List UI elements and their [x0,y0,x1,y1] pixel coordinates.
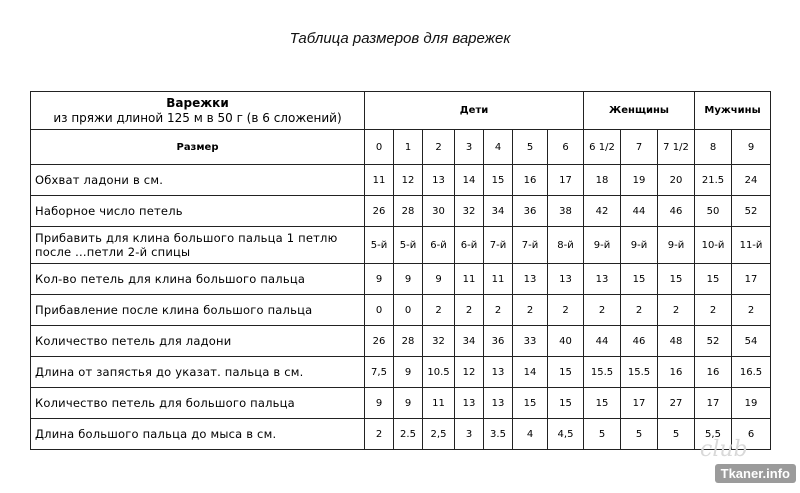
size-cell: 2 [423,130,455,165]
size-cell: 6 1/2 [584,130,621,165]
table-cell: 10-й [695,227,732,264]
table-cell: 34 [455,326,484,357]
table-cell: 19 [621,165,658,196]
table-cell: 2 [365,419,394,450]
table-cell: 42 [584,196,621,227]
row-label: Прибавить для клина большого пальца 1 петлю после ...петли 2-й спицы [31,227,365,264]
row-label: Кол-во петель для клина большого пальца [31,264,365,295]
table-cell: 44 [621,196,658,227]
table-cell: 54 [732,326,771,357]
table-cell: 2 [621,295,658,326]
table-cell: 4 [513,419,548,450]
table-cell: 52 [695,326,732,357]
table-cell: 13 [484,357,513,388]
table-cell: 15.5 [584,357,621,388]
table-cell: 13 [584,264,621,295]
row-label: Количество петель для большого пальца [31,388,365,419]
table-cell: 16 [658,357,695,388]
table-cell: 13 [484,388,513,419]
table-cell: 9 [365,388,394,419]
table-cell: 48 [658,326,695,357]
table-cell: 6-й [423,227,455,264]
table-cell: 36 [484,326,513,357]
table-cell: 2 [695,295,732,326]
table-cell: 15 [548,357,584,388]
table-cell: 34 [484,196,513,227]
group-women: Женщины [584,92,695,130]
table-cell: 5-й [394,227,423,264]
table-row [31,295,771,326]
table-cell: 15 [695,264,732,295]
row-label: Длина большого пальца до мыса в см. [31,419,365,450]
table-cell: 32 [455,196,484,227]
table-row [31,357,771,388]
row-label: Количество петель для ладони [31,326,365,357]
size-cell: 7 1/2 [658,130,695,165]
table-cell: 15 [584,388,621,419]
table-cell: 15 [484,165,513,196]
table-cell: 15 [548,388,584,419]
table-cell: 6-й [455,227,484,264]
table-cell: 27 [658,388,695,419]
table-cell: 14 [455,165,484,196]
table-cell: 13 [423,165,455,196]
row-label: Длина от запястья до указат. пальца в см. [31,357,365,388]
group-men: Мужчины [695,92,771,130]
table-cell: 9 [394,388,423,419]
table-cell: 9-й [658,227,695,264]
table-cell: 18 [584,165,621,196]
table-cell: 9 [365,264,394,295]
size-cell: 3 [455,130,484,165]
table-cell: 40 [548,326,584,357]
table-cell: 0 [394,295,423,326]
table-cell: 7,5 [365,357,394,388]
size-cell: 7 [621,130,658,165]
table-cell: 5 [621,419,658,450]
table-cell: 20 [658,165,695,196]
table-cell: 26 [365,326,394,357]
row-label: Наборное число петель [31,196,365,227]
table-cell: 17 [732,264,771,295]
table-cell: 21.5 [695,165,732,196]
table-cell: 8-й [548,227,584,264]
table-cell: 10.5 [423,357,455,388]
table-row [31,264,771,295]
table-cell: 46 [658,196,695,227]
table-cell: 2 [423,295,455,326]
table-cell: 11-й [732,227,771,264]
header-row [31,92,771,130]
table-cell: 2 [584,295,621,326]
table-cell: 28 [394,326,423,357]
table-cell: 2 [658,295,695,326]
table-cell: 24 [732,165,771,196]
table-cell: 26 [365,196,394,227]
table-cell: 9 [423,264,455,295]
table-cell: 9 [394,357,423,388]
table-cell: 19 [732,388,771,419]
table-cell: 2 [513,295,548,326]
watermark-script-logo: club [700,437,748,462]
table-cell: 44 [584,326,621,357]
table-cell: 6 [732,419,771,450]
table-cell: 16 [695,357,732,388]
table-row [31,227,771,264]
table-cell: 11 [365,165,394,196]
table-row [31,196,771,227]
table-cell: 2 [732,295,771,326]
table-cell: 12 [394,165,423,196]
group-children: Дети [365,92,584,130]
table-cell: 17 [548,165,584,196]
size-cell: 5 [513,130,548,165]
watermark-logo: Tkaner.info [715,464,796,483]
table-cell: 17 [621,388,658,419]
table-cell: 17 [695,388,732,419]
header-yarn-note: из пряжи длиной 125 м в 50 г (в 6 сложений) [53,110,342,125]
row-label: Прибавление после клина большого пальца [31,295,365,326]
table-cell: 52 [732,196,771,227]
table-cell: 36 [513,196,548,227]
table-cell: 33 [513,326,548,357]
table-cell: 2 [455,295,484,326]
table-cell: 15 [513,388,548,419]
table-cell: 9 [394,264,423,295]
table-cell: 2 [548,295,584,326]
table-cell: 16 [513,165,548,196]
size-cell: 4 [484,130,513,165]
table-cell: 12 [455,357,484,388]
table-cell: 7-й [484,227,513,264]
table-cell: 5-й [365,227,394,264]
table-cell: 9-й [584,227,621,264]
size-table [30,91,771,450]
table-cell: 50 [695,196,732,227]
size-cell: 9 [732,130,771,165]
table-cell: 38 [548,196,584,227]
size-cell: 8 [695,130,732,165]
table-cell: 11 [484,264,513,295]
table-cell: 16.5 [732,357,771,388]
table-cell: 4,5 [548,419,584,450]
table-cell: 11 [423,388,455,419]
table-cell: 15 [621,264,658,295]
table-cell: 11 [455,264,484,295]
table-cell: 13 [455,388,484,419]
header-mittens-title: Варежки [166,95,229,110]
table-cell: 2 [484,295,513,326]
table-row [31,165,771,196]
table-cell: 5 [658,419,695,450]
table-cell: 5 [584,419,621,450]
size-row [31,130,771,165]
size-cell: 6 [548,130,584,165]
table-cell: 32 [423,326,455,357]
table-cell: 2.5 [394,419,423,450]
row-label: Обхват ладони в см. [31,165,365,196]
table-row [31,388,771,419]
table-row [31,419,771,450]
page-title: Таблица размеров для варежек [289,30,511,47]
table-cell: 3 [455,419,484,450]
table-cell: 5,5 [695,419,732,450]
table-cell: 0 [365,295,394,326]
table-cell: 14 [513,357,548,388]
table-cell: 30 [423,196,455,227]
table-cell: 7-й [513,227,548,264]
table-cell: 2,5 [423,419,455,450]
size-cell: 1 [394,130,423,165]
table-cell: 46 [621,326,658,357]
table-cell: 3.5 [484,419,513,450]
table-cell: 13 [513,264,548,295]
size-cell: 0 [365,130,394,165]
table-cell: 9-й [621,227,658,264]
size-row-label: Размер [31,130,365,165]
table-cell: 15 [658,264,695,295]
table-row [31,326,771,357]
table-cell: 13 [548,264,584,295]
table-cell: 28 [394,196,423,227]
table-cell: 15.5 [621,357,658,388]
header-mittens-cell [31,92,365,130]
